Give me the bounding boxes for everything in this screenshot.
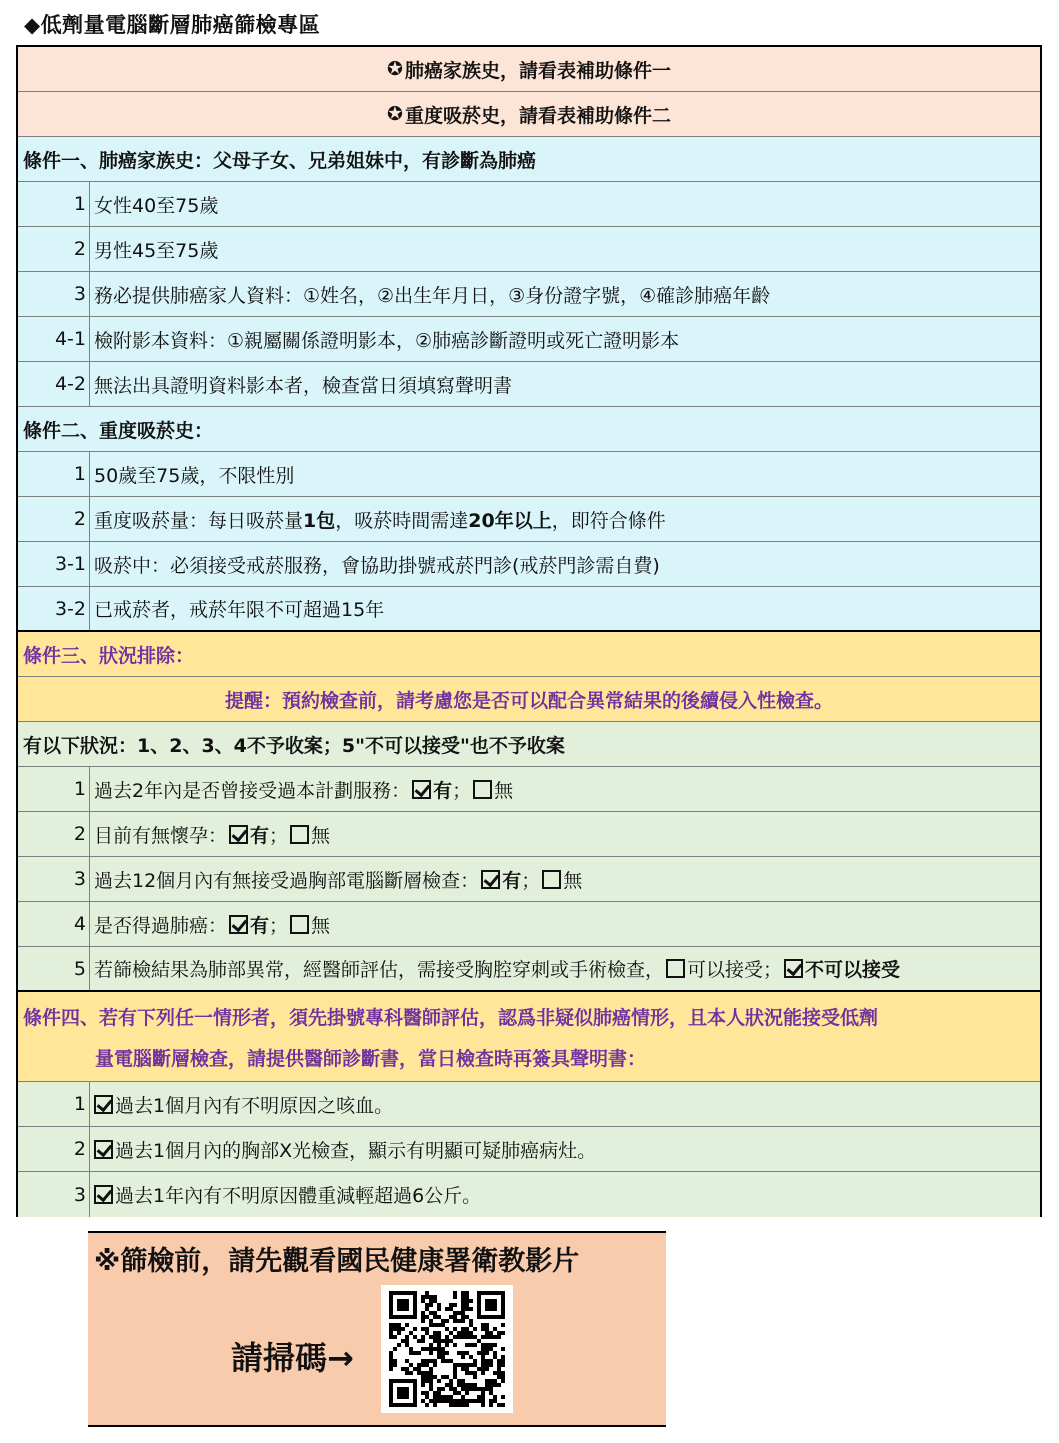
notice-smoking-history bbox=[18, 92, 1040, 137]
option-yes-label: 有 bbox=[250, 914, 270, 937]
row-text: 無法出具證明資料影本者，檢查當日須填寫聲明書 bbox=[94, 374, 513, 397]
table-row bbox=[18, 317, 1040, 362]
health-video-promo bbox=[88, 1231, 666, 1427]
checked-checkbox-icon bbox=[784, 959, 803, 978]
table-row bbox=[18, 587, 1040, 632]
option-no-label: 無 bbox=[311, 914, 331, 937]
star-icon: ✪ bbox=[387, 103, 403, 125]
text-part-bold: 20年以上 bbox=[468, 509, 552, 532]
table-row bbox=[18, 542, 1040, 587]
table-row bbox=[18, 1172, 1040, 1217]
question-text: 若篩檢結果為肺部異常，經醫師評估，需接受胸腔穿刺或手術檢查， bbox=[94, 959, 665, 981]
question-text: 過去2年內是否曾接受過本計劃服務： bbox=[94, 779, 411, 802]
text-part: ，即符合條件 bbox=[551, 509, 666, 532]
row-text bbox=[90, 911, 330, 938]
separator: ； bbox=[269, 914, 289, 937]
qr-code-icon[interactable] bbox=[381, 1285, 513, 1413]
row-number: 2 bbox=[18, 1127, 90, 1171]
option-yes-label: 有 bbox=[502, 869, 522, 892]
table-row bbox=[18, 947, 1040, 992]
separator: ； bbox=[452, 779, 472, 802]
text-part-bold: 1包 bbox=[303, 509, 336, 532]
notice-text: 肺癌家族史，請看表補助條件一 bbox=[404, 59, 671, 82]
option-yes-label: 有 bbox=[250, 824, 270, 847]
row-text: 吸菸中：必須接受戒菸服務，會協助掛號戒菸門診(戒菸門診需自費) bbox=[94, 554, 660, 577]
option-no-label: 無 bbox=[563, 869, 583, 892]
unchecked-checkbox-icon bbox=[290, 915, 309, 934]
question-text: 過去12個月內有無接受過胸部電腦斷層檢查： bbox=[94, 869, 480, 892]
option-accept-label: 可以接受 bbox=[687, 959, 764, 981]
table-row bbox=[18, 227, 1040, 272]
checked-checkbox-icon bbox=[94, 1140, 113, 1159]
table-row bbox=[18, 902, 1040, 947]
row-text bbox=[90, 1181, 481, 1208]
row-text bbox=[90, 866, 582, 893]
promo-title: ※篩檢前，請先觀看國民健康署衛教影片 bbox=[94, 1246, 580, 1277]
question-text: 目前有無懷孕： bbox=[94, 824, 228, 847]
table-row bbox=[18, 767, 1040, 812]
text-part: 重度吸菸量：每日吸菸量 bbox=[94, 509, 304, 532]
table-row bbox=[18, 452, 1040, 497]
checked-checkbox-icon bbox=[412, 780, 431, 799]
row-number: 3 bbox=[18, 272, 90, 316]
table-row bbox=[18, 497, 1040, 542]
separator: ； bbox=[763, 959, 783, 981]
row-number: 1 bbox=[18, 452, 90, 496]
row-number: 2 bbox=[18, 812, 90, 856]
row-text bbox=[90, 1091, 393, 1118]
item-text: 過去1個月內有不明原因之咳血。 bbox=[115, 1094, 394, 1117]
condition4-header-line2: 量電腦斷層檢查，請提供醫師診斷書，當日檢查時再簽具聲明書： bbox=[95, 1047, 647, 1070]
row-number: 3-2 bbox=[18, 587, 90, 630]
table-row bbox=[18, 362, 1040, 407]
condition4-header-line1: 條件四、若有下列任一情形者，須先掛號專科醫師評估，認爲非疑似肺癌情形，且本人狀況能接受低劑 bbox=[23, 1006, 879, 1029]
notice-family-history bbox=[18, 47, 1040, 92]
unchecked-checkbox-icon bbox=[290, 825, 309, 844]
unchecked-checkbox-icon bbox=[473, 780, 492, 799]
row-number: 1 bbox=[18, 1082, 90, 1126]
row-text: 檢附影本資料：①親屬關係證明影本，②肺癌診斷證明或死亡證明影本 bbox=[94, 329, 680, 352]
screening-table bbox=[16, 45, 1042, 1217]
table-row bbox=[18, 1082, 1040, 1127]
item-text: 過去1年內有不明原因體重減輕超過6公斤。 bbox=[115, 1185, 482, 1207]
question-text: 是否得過肺癌： bbox=[94, 914, 228, 937]
option-yes-label: 有 bbox=[433, 779, 453, 802]
separator: ； bbox=[521, 869, 541, 892]
table-row bbox=[18, 182, 1040, 227]
unchecked-checkbox-icon bbox=[666, 959, 685, 978]
row-number: 5 bbox=[18, 947, 90, 990]
table-row bbox=[18, 812, 1040, 857]
checked-checkbox-icon bbox=[229, 915, 248, 934]
option-decline-label: 不可以接受 bbox=[805, 959, 901, 981]
condition1-header: 條件一、肺癌家族史：父母子女、兄弟姐妹中，有診斷為肺癌 bbox=[18, 137, 1040, 182]
checked-checkbox-icon bbox=[94, 1185, 113, 1204]
row-number: 4-2 bbox=[18, 362, 90, 406]
row-text: 務必提供肺癌家人資料：①姓名，②出生年月日，③身份證字號，④確診肺癌年齡 bbox=[94, 284, 771, 307]
condition4-header bbox=[18, 992, 1040, 1082]
row-number: 4 bbox=[18, 902, 90, 946]
row-number: 1 bbox=[18, 767, 90, 811]
scan-prompt: 請掃碼→ bbox=[231, 1339, 354, 1377]
row-text bbox=[90, 776, 513, 803]
row-number: 2 bbox=[18, 227, 90, 271]
row-text bbox=[90, 821, 330, 848]
item-text: 過去1個月內的胸部X光檢查，顯示有明顯可疑肺癌病灶。 bbox=[115, 1139, 597, 1162]
row-text bbox=[90, 506, 666, 533]
row-text: 已戒菸者，戒菸年限不可超過15年 bbox=[94, 599, 385, 621]
row-number: 2 bbox=[18, 497, 90, 541]
row-text bbox=[90, 1136, 596, 1163]
star-icon: ✪ bbox=[387, 58, 403, 80]
row-text: 女性40至75歲 bbox=[94, 194, 219, 217]
table-row bbox=[18, 1127, 1040, 1172]
row-number: 3-1 bbox=[18, 542, 90, 586]
separator: ； bbox=[269, 824, 289, 847]
checked-checkbox-icon bbox=[229, 825, 248, 844]
table-row bbox=[18, 272, 1040, 317]
row-text: 50歲至75歲，不限性別 bbox=[94, 464, 295, 487]
condition3-reminder: 提醒：預約檢查前，請考慮您是否可以配合異常結果的後續侵入性檢查。 bbox=[18, 677, 1040, 722]
condition3-header: 條件三、狀況排除： bbox=[18, 632, 1040, 677]
checked-checkbox-icon bbox=[481, 870, 500, 889]
page-title: ◆低劑量電腦斷層肺癌篩檢專區 bbox=[24, 13, 321, 37]
condition2-header: 條件二、重度吸菸史： bbox=[18, 407, 1040, 452]
table-row bbox=[18, 857, 1040, 902]
unchecked-checkbox-icon bbox=[542, 870, 561, 889]
row-number: 1 bbox=[18, 182, 90, 226]
option-no-label: 無 bbox=[311, 824, 331, 847]
row-number: 3 bbox=[18, 1172, 90, 1217]
option-no-label: 無 bbox=[494, 779, 514, 802]
notice-text: 重度吸菸史，請看表補助條件二 bbox=[404, 104, 671, 127]
checked-checkbox-icon bbox=[94, 1095, 113, 1114]
text-part: ，吸菸時間需達 bbox=[335, 509, 469, 532]
row-number: 4-1 bbox=[18, 317, 90, 361]
row-text: 男性45至75歲 bbox=[94, 239, 219, 262]
row-number: 3 bbox=[18, 857, 90, 901]
qr-code-graphic bbox=[381, 1285, 513, 1413]
row-text bbox=[90, 955, 900, 982]
condition3-rule: 有以下狀況：1、2、3、4不予收案；5"不可以接受"也不予收案 bbox=[18, 722, 1040, 767]
